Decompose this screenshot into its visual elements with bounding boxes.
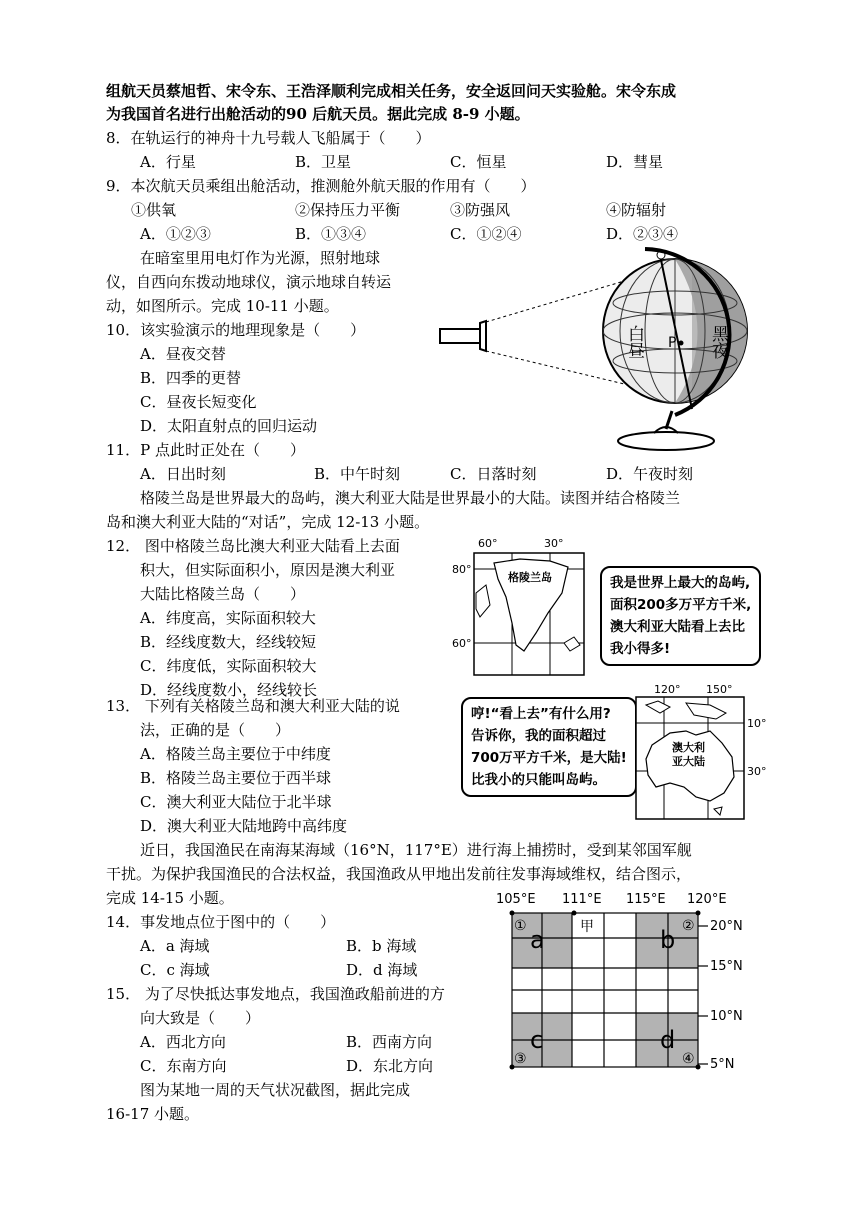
q12-option-b: B．经线度数大，经线较短 bbox=[140, 633, 317, 651]
q14-option-b: B．b 海域 bbox=[346, 937, 417, 955]
intro-16-17-line1: 图为某地一周的天气状况截图，据此完成 bbox=[140, 1081, 411, 1099]
grid-lat-5: 5°N bbox=[710, 1057, 735, 1072]
australia-map bbox=[630, 683, 775, 823]
grid-lat-10: 10°N bbox=[710, 1009, 743, 1024]
q12-option-c: C．纬度低，实际面积较大 bbox=[140, 657, 317, 675]
q9-stem: 9．本次航天员乘组出舱活动，推测舱外航天服的作用有（ ） bbox=[106, 177, 536, 195]
intro-10-11-line2: 仪，自西向东拨动地球仪，演示地球自转运 bbox=[106, 273, 392, 291]
lamp-icon bbox=[440, 321, 486, 351]
q15-option-c: C．东南方向 bbox=[140, 1057, 227, 1075]
globe-figure bbox=[430, 243, 760, 458]
australia-bubble-line3: 700万平方千米，是大陆! bbox=[471, 750, 627, 766]
grid-mark-1: ① bbox=[514, 918, 527, 934]
intro-14-15-line3: 完成 14-15 小题。 bbox=[106, 889, 234, 907]
q15-option-b: B．西南方向 bbox=[346, 1033, 433, 1051]
q9-item-2: ②保持压力平衡 bbox=[295, 201, 401, 219]
q10-option-b: B．四季的更替 bbox=[140, 369, 242, 387]
greenland-bubble-line3: 澳大利亚大陆看上去比 bbox=[610, 619, 745, 635]
q10-stem: 10．该实验演示的地理现象是（ ） bbox=[106, 321, 366, 339]
australia-lon-150: 150° bbox=[706, 683, 733, 696]
australia-name-line1: 澳大利 bbox=[672, 741, 705, 754]
grid-mark-3: ③ bbox=[514, 1051, 527, 1067]
q9-item-4: ④防辐射 bbox=[606, 201, 667, 219]
q14-option-c: C．c 海域 bbox=[140, 961, 210, 979]
globe-night-label: 黑夜 bbox=[708, 325, 728, 359]
q9-option-c: C．①②④ bbox=[450, 225, 522, 243]
q12-stem-line3: 大陆比格陵兰岛（ ） bbox=[140, 585, 306, 603]
q8-option-c: C．恒星 bbox=[450, 153, 507, 171]
greenland-map bbox=[450, 533, 590, 678]
q15-option-a: A．西北方向 bbox=[140, 1033, 226, 1051]
australia-lat-10: 10° bbox=[747, 717, 767, 730]
q15-stem-line2: 向大致是（ ） bbox=[140, 1009, 261, 1027]
grid-lon-105: 105°E bbox=[496, 892, 536, 907]
globe-point-label: P bbox=[668, 335, 677, 351]
intro-16-17-line2: 16-17 小题。 bbox=[106, 1105, 200, 1123]
q10-option-d: D．太阳直射点的回归运动 bbox=[140, 417, 318, 435]
intro-8-9-line2: 为我国首名进行出舱活动的90 后航天员。据此完成 8-9 小题。 bbox=[106, 105, 530, 123]
greenland-name: 格陵兰岛 bbox=[508, 571, 552, 584]
australia-name-line2: 亚大陆 bbox=[672, 755, 705, 768]
grid-cell-label-d: d bbox=[660, 1026, 676, 1054]
q10-option-a: A．昼夜交替 bbox=[140, 345, 226, 363]
q13-option-a: A．格陵兰岛主要位于中纬度 bbox=[140, 745, 331, 763]
australia-lat-30: 30° bbox=[747, 765, 767, 778]
grid-map bbox=[490, 886, 760, 1076]
globe-day-label: 白昼 bbox=[624, 325, 644, 359]
greenland-bubble-line1: 我是世界上最大的岛屿, bbox=[610, 575, 751, 591]
australia-bubble-line1: 哼!“看上去”有什么用? bbox=[471, 706, 611, 722]
australia-bubble-line4: 比我小的只能叫岛屿。 bbox=[471, 772, 606, 788]
grid-lon-111: 111°E bbox=[562, 892, 602, 907]
greenland-bubble-line2: 面积200多万平方千米, bbox=[610, 597, 752, 613]
q11-option-a: A．日出时刻 bbox=[140, 465, 226, 483]
greenland-speech-bubble bbox=[600, 566, 761, 666]
q13-stem-line1: 13． 下列有关格陵兰岛和澳大利亚大陆的说 bbox=[106, 697, 400, 715]
q13-option-b: B．格陵兰岛主要位于西半球 bbox=[140, 769, 332, 787]
grid-lat-15: 15°N bbox=[710, 959, 743, 974]
q13-option-d: D．澳大利亚大陆地跨中高纬度 bbox=[140, 817, 348, 835]
q10-option-c: C．昼夜长短变化 bbox=[140, 393, 257, 411]
intro-12-13-line1: 格陵兰岛是世界最大的岛屿，澳大利亚大陆是世界最小的大陆。读图并结合格陵兰 bbox=[140, 489, 681, 507]
q8-stem: 8．在轨运行的神舟十九号载人飞船属于（ ） bbox=[106, 129, 431, 147]
q12-option-d: D．经线度数小，经线较长 bbox=[140, 681, 318, 699]
q14-stem: 14．事发地点位于图中的（ ） bbox=[106, 913, 336, 931]
q11-option-d: D．午夜时刻 bbox=[606, 465, 694, 483]
grid-cell-label-b: b bbox=[660, 926, 676, 954]
grid-lon-120: 120°E bbox=[687, 892, 727, 907]
grid-lon-115: 115°E bbox=[626, 892, 666, 907]
intro-14-15-line2: 干扰。为保护我国渔民的合法权益，我国渔政从甲地出发前往发事海域维权，结合图示， bbox=[106, 865, 692, 883]
grid-lat-20: 20°N bbox=[710, 919, 743, 934]
intro-12-13-line2: 岛和澳大利亚大陆的“对话”，完成 12-13 小题。 bbox=[106, 513, 430, 531]
q9-option-b: B．①③④ bbox=[295, 225, 367, 243]
q12-stem-line2: 积大，但实际面积小，原因是澳大利亚 bbox=[140, 561, 396, 579]
q12-option-a: A．纬度高，实际面积较大 bbox=[140, 609, 316, 627]
q9-item-1: ①供氧 bbox=[131, 201, 177, 219]
q11-option-b: B．中午时刻 bbox=[314, 465, 401, 483]
q14-option-d: D．d 海域 bbox=[346, 961, 418, 979]
grid-cell-label-a: a bbox=[530, 926, 545, 954]
q9-item-3: ③防强风 bbox=[450, 201, 511, 219]
q13-stem-line2: 法，正确的是（ ） bbox=[140, 721, 291, 739]
q15-option-d: D．东北方向 bbox=[346, 1057, 434, 1075]
q8-option-a: A．行星 bbox=[140, 153, 196, 171]
grid-jia-label: 甲 bbox=[580, 919, 594, 935]
q14-option-a: A．a 海域 bbox=[140, 937, 210, 955]
grid-mark-4: ④ bbox=[682, 1051, 695, 1067]
greenland-lon-60: 60° bbox=[478, 537, 498, 550]
grid-cell-label-c: c bbox=[530, 1026, 544, 1054]
greenland-lat-60: 60° bbox=[452, 637, 472, 650]
q13-option-c: C．澳大利亚大陆位于北半球 bbox=[140, 793, 332, 811]
australia-lon-120: 120° bbox=[654, 683, 681, 696]
q9-option-a: A．①②③ bbox=[140, 225, 211, 243]
q8-option-b: B．卫星 bbox=[295, 153, 352, 171]
q11-stem: 11．P 点此时正处在（ ） bbox=[106, 441, 305, 459]
q11-option-c: C．日落时刻 bbox=[450, 465, 537, 483]
greenland-lat-80: 80° bbox=[452, 563, 472, 576]
australia-bubble-line2: 告诉你，我的面积超过 bbox=[471, 728, 606, 744]
greenland-bubble-line4: 我小得多! bbox=[610, 641, 671, 657]
intro-10-11-line3: 动，如图所示。完成 10-11 小题。 bbox=[106, 297, 339, 315]
greenland-lon-30: 30° bbox=[544, 537, 564, 550]
intro-10-11-line1: 在暗室里用电灯作为光源，照射地球 bbox=[140, 249, 381, 267]
intro-8-9-line1: 组航天员蔡旭哲、宋令东、王浩泽顺利完成相关任务，安全返回问天实验舱。宋令东成 bbox=[106, 82, 677, 100]
q9-option-d: D．②③④ bbox=[606, 225, 679, 243]
intro-14-15-line1: 近日，我国渔民在南海某海域（16°N，117°E）进行海上捕捞时，受到某邻国军舰 bbox=[140, 841, 692, 859]
australia-speech-bubble bbox=[461, 697, 637, 797]
grid-mark-2: ② bbox=[682, 918, 695, 934]
q15-stem-line1: 15． 为了尽快抵达事发地点，我国渔政船前进的方 bbox=[106, 985, 445, 1003]
q12-stem-line1: 12． 图中格陵兰岛比澳大利亚大陆看上去面 bbox=[106, 537, 400, 555]
q8-option-d: D．彗星 bbox=[606, 153, 664, 171]
